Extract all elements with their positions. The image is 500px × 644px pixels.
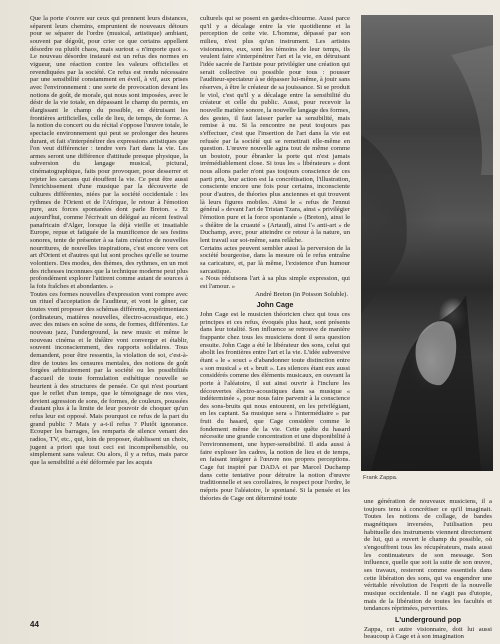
body-paragraph: John Cage est le musicien théoricien chez qui tous ces principes et ces refus, évoqués plus haut, sont présents dans leur totalité. Son influence se retrouve de manière frappante chez tous les musiciens dont il sera question ensuite. John Cage a été le libérateur des sons, celui qui abolit les frontières entre l'art et la vie. L'idée subversive étant « le « souci » d'abandonner toute distinction entre « son musical » et « bruit ». Les silences étant eux aussi considérés comme des éléments musicaux, en ouvrant la porte à l'aléatoire, il sut ainsi ouvrir à l'inclure les découvertes électro-acoustiques dans sa musique « indéterminée », pour nous faire parvenir à la conscience des sons-bruits qui nous entourent, en les privilégiant, en les captant. Sa musique sera « l'intermédiaire » par fruit du hasard, que Cage considère comme le fondement même de la vie. Cette quête du hasard nécessite une grande concentration et une disponibilité à l'environnement, une hyper-sensibilité. Il aida aussi à faire exploser les cadres, la notion de lieu et de temps, en faisant intégrer à l'œuvre nos propres perceptions. Cage fut inspiré par DADA et par Marcel Duchamp dans cette tentative pour détruire la notion d'œuvre traditionnelle et ses corollaires, le respect pour l'ordre, le mépris pour l'aléatoire, le spontané. Si la pensée et les théories de Cage ont déterminé toute [200,310,350,502]
text-column-middle [200,15,350,502]
body-paragraph: une génération de nouveaux musiciens, il a toujours tenu à concrétiser ce qu'il imaginait. Toutes les notions de collage, de bandes magnétiques inversées, l'utilisation peu habituelle des instruments viennent directement de lui, qui a ouvert le champ du possible, où s'engouffrent tous les récupérateurs, mais aussi les continuateurs de son message. Son influence, quelle que soit la suite de son œuvre, ses travaux, resteront comme essentiels dans cette libération des sons, qui va engendrer une véritable révolution de l'esprit de la nouvelle musique occidentale. Il ne s'agit pas d'utopie, mais de la libération de toutes les facultés et tendances réprimées, perverties. [364,498,492,613]
breton-quote: « Nous réduisons l'art à sa plus simple expression, qui est l'amour. » [200,275,350,290]
body-paragraph: Que la porte s'ouvre sur ceux qui prennent leurs distances, séparent leurs chemins, empruntent de nouveaux détours pour se séparer de l'ordre (musical, artistique) ambiant, souvent par dégoût, pour crier ce que certains appellent désordre ou plutôt chaos, mais surtout « n'importe quoi ». Le nouveau désordre instauré est un refus des normes en vigueur, une réaction contre les valeurs officielles et revendiquées par la société. Ce refus est rendu nécessaire par une sensibilité constamment en éveil, à vif, aux prises avec l'environnement : une sorte de provocation devant les notions de goût, de morale, qui nous sont imposées, avec le désir de la vie totale, en dépassant le champ du permis, en élargissant le champ du possible, en détruisant les frontières artificielles, celle de lieu, de temps, de forme. A la notion du concert ou du récital s'oppose l'œuvre totale, le spectacle environnement qui peut se prolonger des heures durant, et fait s'interpénétrer des expressions artistiques que l'on veut différencier : tendre vers l'art dans la vie. Les armes seront une différence d'attitude presque physique, la subversion du langage musical, pictural, cinématographique, faits pour provoquer, pour desserrer et rejeter les carcans qui étouffent la vie. Ce peut être aussi l'enrichissement d'une musique par la découverte de cultures différentes, niées par la société occidentale : les rythmes de l'Orient et de l'Afrique, le retour à l'émotion pure, aux forces spontanées dont parle Breton. « Et aujourd'hui, comme l'écrivait un délégué au récent festival panafricain d'Alger, lorsque la déjà vieille et insatiable Europe, repue et fatiguée de la munificence de ses festins sonores, tente de présenter à sa faim créatrice de nouvelles nourritures, de nouvelles inspirations, c'est encore vers cet art d'Orient et d'autres qui lui sont proches qu'elle se tourne volontiers. Des modes, des thèmes, des rythmes, en un mot des richesses inconnues que la technique moderne peut plus profondément explorer l'attirent comme autant de sources à la fois fraîches et abondantes. » [30,15,188,290]
quote-attribution: André Breton (in Poisson Soluble). [255,290,348,298]
body-paragraph: Zappa, cet autre visionnaire, doit lui aussi beaucoup à Cage et à son imagination [364,625,492,641]
page-number: 44 [30,620,39,629]
section-heading-john-cage: John Cage [256,300,294,310]
text-column-left [30,15,188,467]
section-heading-underground-pop: L'underground pop [395,614,461,624]
body-paragraph: culturels qui se posent en gardes-chiourme. Aussi parce qu'il y a décalage entre la vie quotidienne et la perception de cette vie. L'homme, dépassé par son milieu, n'est plus qu'un instrument. Les artistes visionnaires, eux, sont les témoins de leur temps, ils veulent faire s'interpénétrer l'art et la vie, en détruisant l'idée sacrée de l'artiste pour privilégier une création qui serait collective ou possible pour tous : pousser l'auditeur-spectateur à se dépasser lui-même, à jouir sans réserves, à être le créateur de sa jouissance. Si se produit le viol, c'est qu'il y a décalage entre la sensibilité du créateur et celle du public. Aussi, pour recevoir la nouvelle matière sonore, la nouvelle langage des formes, des gestes, il faut laisser parler sa sensibilité, mais remise à nu. Si la rencontre ne peut toujours pas s'effectuer, c'est que l'insertion de l'art dans la vie est refusée par la société qui se remettrait elle-même en question. L'œuvre nouvelle agira tout de même comme un boutoir, pour ébranler la porte qui n'est jamais irrémédiablement close. Si tous les « libérateurs » dont nous allons parler n'ont pas toujours conscience de ces parti pris, leur action est la concrétisation, l'illustration, consciente encore une fois pour certains, inconsciente pour d'autres, de théories plus anciennes et qui trouvent là leurs figures mobiles. Ainsi le « refus de l'ennui général » devant l'art de Tristan Tzara, ainsi « privilégier l'émotion pure et la force spontanée » (Breton), ainsi le « théâtre de la cruauté » (Artaud), ainsi l'« anti-art » de Duchamp, avec, pour atteindre ce retour à la nature, un lent travail sur soi-même, sans relâche. [200,15,350,245]
photo-caption: Frank Zappa. [363,475,398,481]
body-paragraph: Toutes ces formes nouvelles d'expression vont rompre avec un rituel d'acceptation de l'auditeur, et vont le gêner, car toutes vont proposer des schémas différents, expérimentaux (ordinateurs, matières nouvelles, électro-acoustique, etc.) avec des mises en scène de sons, de formes, différentes. Le nouveau jazz, l'underground, la new music et même le nouveau cinéma et le théâtre vont converger et établir, souvent inconsciemment, des rapports solidaires. Tous demandent, pour être ressentis, la violation de soi, c'est-à-dire de toutes les censures mentales, des notions de goût forgées arbitrairement par la société ou les possibilités d'accueil de toute formulation esthétique nouvelle se heurtent à des structures de pensée. Ce qui n'est pourtant que le reflet d'un temps, que le témoignage de nos vies, devient agression de sons, de formes, de couleurs, poussées d'autant plus à la limite de leur pouvoir de choquer qu'un refus leur est opposé. Mais pourquoi ce refus de la part du grand public ? Mais y a-t-il refus ? Plutôt ignorance. Ecouper les barrages, les remparts de silence venant des radios, TV, etc., qui, loin de proposer, établissent un choix, jugent a priori que tout ceci est incompréhensible, ou simplement sans valeur. Ou alors, il y a refus, mais parce que la sensibilité a été déformée par les acquis [30,290,188,467]
body-paragraph: Certains actes peuvent sembler aussi la perversion de la société bourgeoise, dans la mesure où le refus entraîne sa caricature, et, par là même, l'existence d'un humour sarcastique. [200,244,350,275]
frank-zappa-photo [361,15,493,471]
text-column-right [364,498,492,641]
photo-shapes [361,15,493,471]
